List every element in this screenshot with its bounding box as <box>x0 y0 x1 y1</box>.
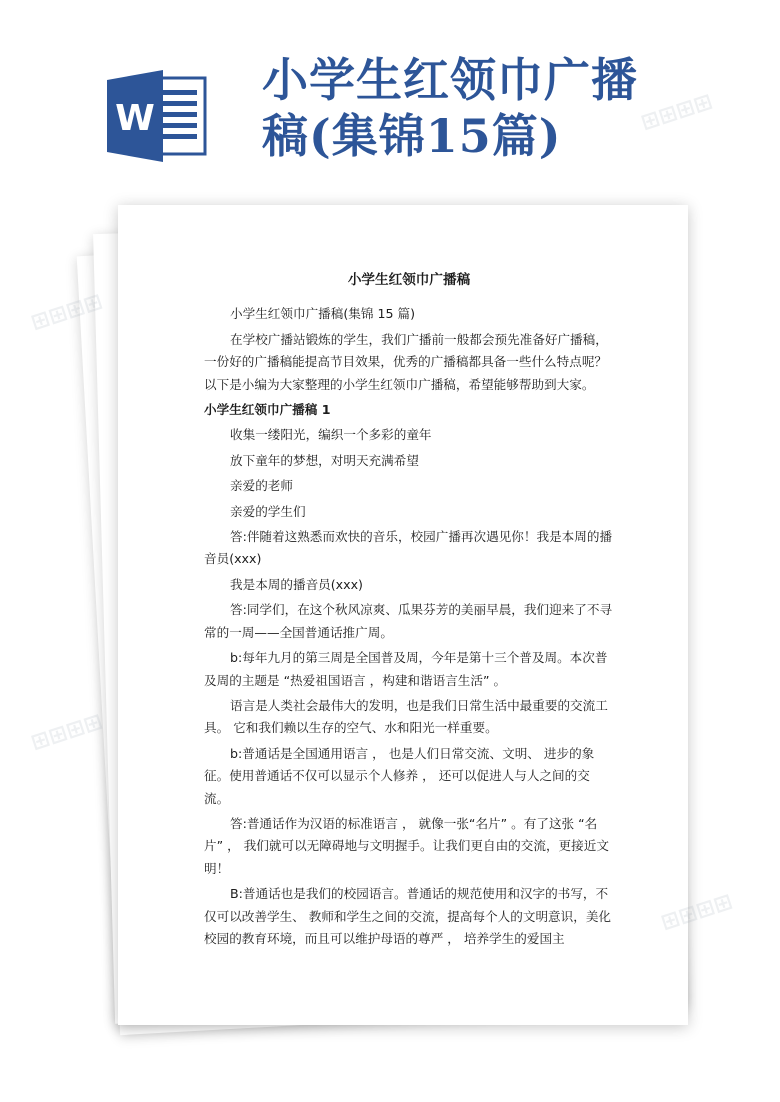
watermark: ⊞⊞⊞⊞ <box>637 89 716 136</box>
paragraph: 语言是人类社会最伟大的发明，也是我们日常生活中最重要的交流工具。 它和我们赖以生存的空气、水和阳光一样重要。 <box>204 697 608 736</box>
paragraph: 亲爱的老师 <box>230 478 293 494</box>
document-page <box>118 205 688 1025</box>
paragraph: b:每年九月的第三周是全国普及周，今年是第十三个普及周。本次普及周的主题是 “热爱祖国语言 ，构建和谐语言生活” 。 <box>204 650 608 688</box>
paragraph: 收集一缕阳光，编织一个多彩的童年 <box>230 427 432 443</box>
section-heading: 小学生红领巾广播稿 1 <box>204 402 331 418</box>
document-title: 小学生红领巾广播稿 <box>347 272 471 288</box>
paragraph: 答:伴随着这熟悉而欢快的音乐，校园广播再次遇见你！我是本周的播音员(xxx) <box>204 529 613 567</box>
word-document-icon <box>107 70 207 162</box>
paragraph: b:普通话是全国通用语言 ， 也是人们日常交流、文明、 进步的象征。使用普通话不仅可以显示个人修养 ， 还可以促进人与人之间的交流。 <box>204 745 595 806</box>
paragraph: B:普通话也是我们的校园语言。普通话的规范使用和汉字的书写，不仅可以改善学生、 教师和学生之间的交流，提高每个人的文明意识，美化校园的教育环境，而且可以维护母语的尊严 ， 培养学生的爱国主 <box>204 886 612 946</box>
paragraph: 亲爱的学生们 <box>230 503 306 519</box>
document-paragraphs <box>204 303 614 950</box>
watermark: ⊞⊞⊞⊞ <box>657 889 736 936</box>
page-title-line-2: 稿(集锦15篇) <box>262 109 562 163</box>
paragraph: 我是本周的播音员(xxx) <box>230 576 363 592</box>
paragraph: 在学校广播站锻炼的学生，我们广播前一般都会预先准备好广播稿，一份好的广播稿能提高节目效果，优秀的广播稿都具备一些什么特点呢？以下是小编为大家整理的小学生红领巾广播稿，希望能够帮助到大家。 <box>204 331 608 392</box>
watermark: ⊞⊞⊞⊞ <box>27 289 106 336</box>
document-body <box>204 269 614 953</box>
page-title-line-1: 小学生红领巾广播 <box>262 53 638 107</box>
paragraph: 答:普通话作为汉语的标准语言 ， 就像一张“名片” 。有了这张 “名片” ， 我们就可以无障碍地与文明握手。让我们更自由的交流，更接近文明！ <box>204 815 609 876</box>
paragraph: 放下童年的梦想，对明天充满希望 <box>230 452 419 468</box>
svg-text:W: W <box>115 98 155 139</box>
paragraph: 答:同学们，在这个秋风凉爽、瓜果芬芳的美丽早晨，我们迎来了不寻常的一周——全国普通话推广周。 <box>204 602 613 640</box>
page-title <box>262 52 762 164</box>
paragraph: 小学生红领巾广播稿(集锦 15 篇) <box>230 306 415 322</box>
watermark: ⊞⊞⊞⊞ <box>27 709 106 756</box>
